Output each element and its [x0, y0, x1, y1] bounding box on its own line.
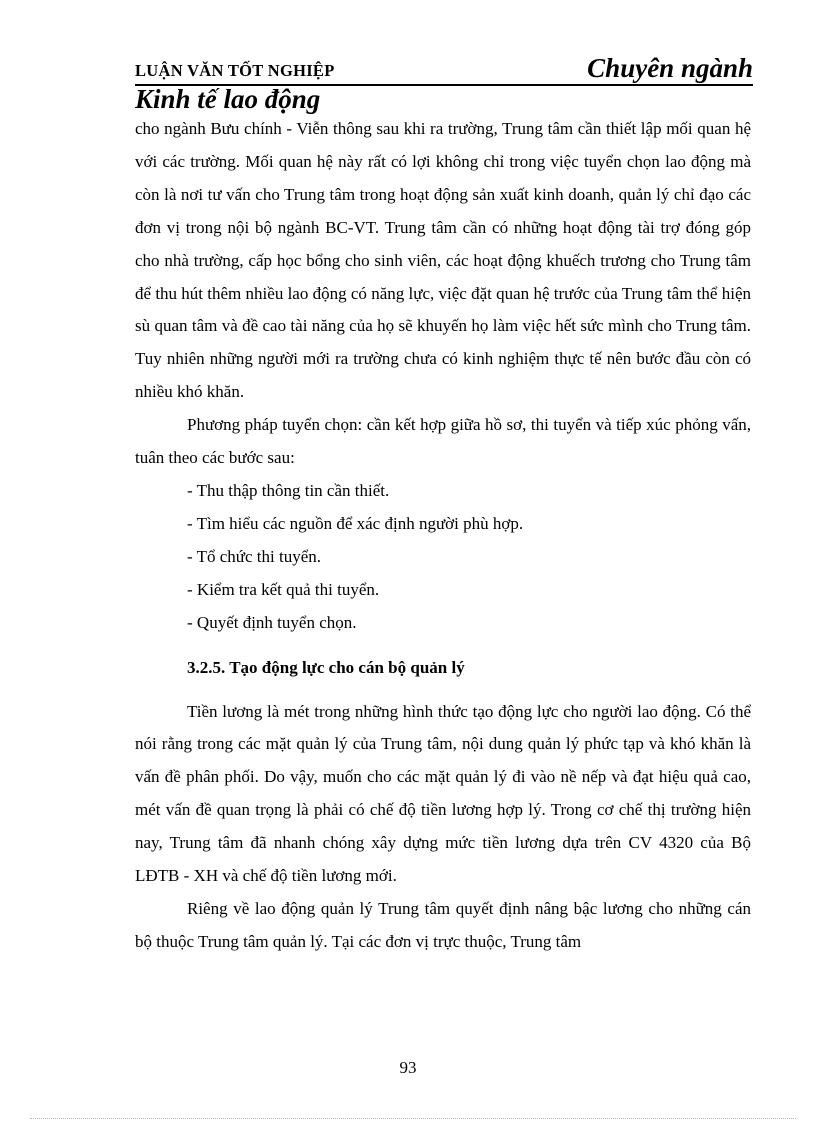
list-item: - Quyết định tuyển chọn.: [187, 612, 357, 632]
list-item: - Thu thập thông tin cần thiết.: [187, 480, 390, 500]
list-item: - Kiểm tra kết quả thi tuyển.: [187, 579, 380, 599]
paragraph: cho ngành Bưu chính - Viễn thông sau khi ra trường, Trung tâm cần thiết lập mối quan hệ với các trường. Mối quan hệ này rất có lợi không chỉ trong việc tuyển chọn lao động mà còn là nơi tư vấn cho Trung tâm trong hoạt động sản xuất kinh doanh, quản lý chỉ đạo các đơn vị trong nội bộ ngành BC-VT. Trung tâm cần có những hoạt động tài trợ đóng góp cho nhà trường, cấp học bổng cho sinh viên, các hoạt động khuếch trương cho Trung tâm để thu hút thêm nhiều lao động có năng lực, việc đặt quan hệ trước của Trung tâm thể hiện sù quan tâm và đề cao tài năng của họ sẽ khuyến họ làm việc hết sức mình cho Trung tâm. Tuy nhiên những người mới ra trường chưa có kinh nghiệm thực tế nên bước đầu còn có nhiều khó khăn.: [135, 119, 751, 402]
page-bottom-divider: [30, 1118, 796, 1119]
list-item: - Tổ chức thi tuyển.: [187, 546, 322, 566]
specialization-name: Kinh tế lao động: [135, 84, 321, 114]
page-number: 93: [399, 1058, 417, 1077]
paragraph: Riêng về lao động quản lý Trung tâm quyết định nâng bậc lương cho những cán bộ thuộc Trung tâm quản lý. Tại các đơn vị trực thuộc, Trung tâm: [135, 898, 751, 951]
specialization-label: Chuyên ngành: [587, 53, 753, 83]
list-item: - Tìm hiểu các nguồn để xác định người phù hợp.: [187, 513, 524, 533]
thesis-label: LUẬN VĂN TỐT NGHIỆP: [135, 61, 335, 80]
paragraph: Tiền lương là mét trong những hình thức tạo động lực cho người lao động. Có thể nói rằng trong các mặt quản lý của Trung tâm, nội dung quản lý phức tạp và khó khăn là vấn đề phân phối. Do vậy, muốn cho các mặt quản lý đi vào nề nếp và đạt hiệu quả cao, mét vấn đề quan trọng là phải có chế độ tiền lương hợp lý. Trong cơ chế thị trường hiện nay, Trung tâm đã nhanh chóng xây dựng mức tiền lương dựa trên CV 4320 của Bộ LĐTB - XH và chế độ tiền lương mới.: [135, 701, 751, 886]
section-heading: 3.2.5. Tạo động lực cho cán bộ quản lý: [187, 657, 465, 677]
page-header: [135, 50, 753, 84]
body-content: [135, 113, 751, 959]
paragraph: Phương pháp tuyển chọn: cần kết hợp giữa hồ sơ, thi tuyển và tiếp xúc phỏng vấn, tuân theo các bước sau:: [135, 415, 751, 468]
